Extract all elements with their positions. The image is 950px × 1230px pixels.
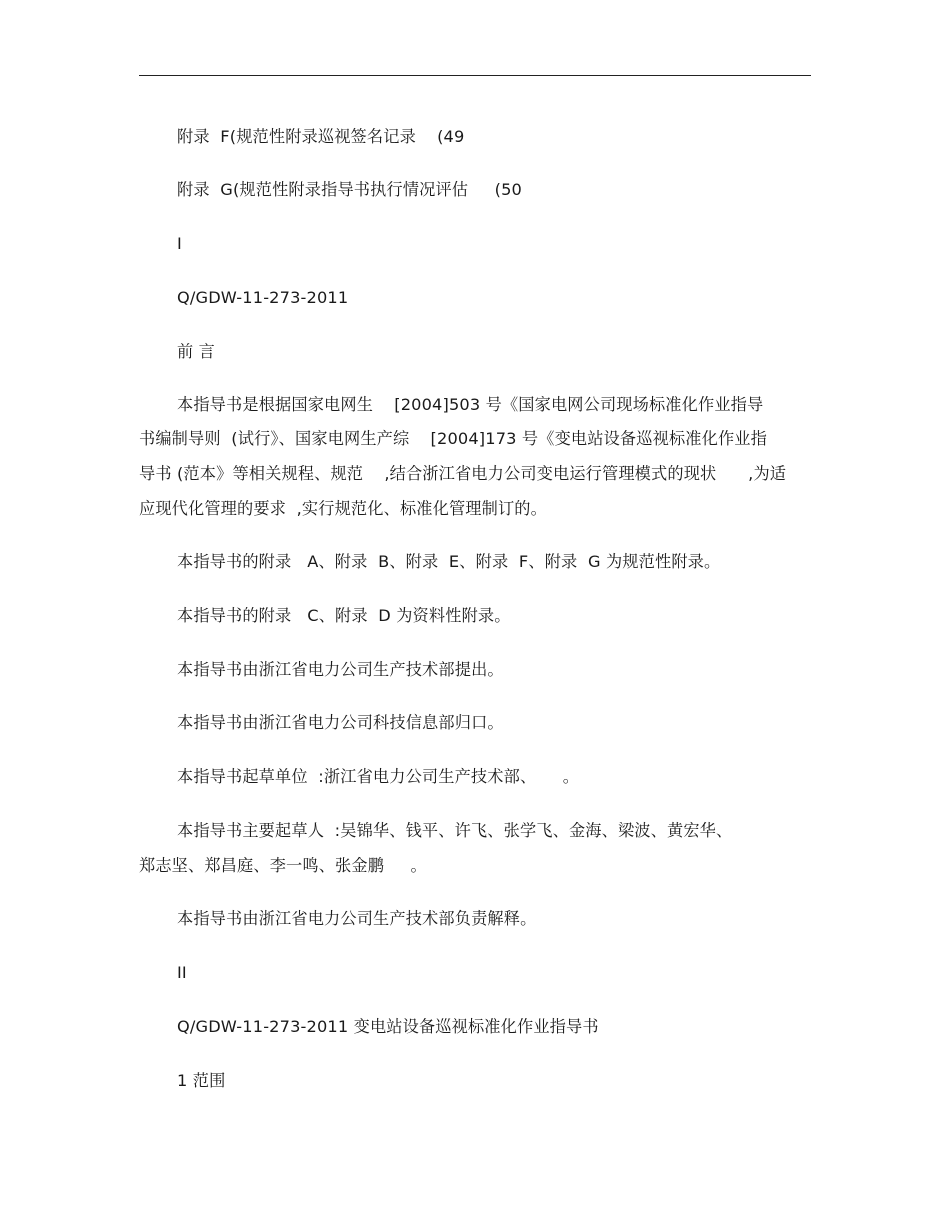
preface-heading: 前 言 (177, 342, 215, 361)
paragraph-basis-line-3: 导书 (范本》等相关规程、规范 ,结合浙江省电力公司变电运行管理模式的现状 ,为适 (139, 464, 787, 483)
toc-entry-appendix-g: 附录 G(规范性附录指导书执行情况评估 (50 (177, 180, 522, 199)
paragraph-drafters-line-1: 本指导书主要起草人 :吴锦华、钱平、许飞、张学飞、金海、梁波、黄宏华、 (177, 821, 733, 840)
page-number-roman-2: II (177, 963, 187, 982)
paragraph-interpretation: 本指导书由浙江省电力公司生产技术部负责解释。 (177, 909, 537, 928)
paragraph-basis-line-1: 本指导书是根据国家电网生 [2004]503 号《国家电网公司现场标准化作业指导 (177, 395, 764, 414)
paragraph-drafters-line-2: 郑志坚、郑昌庭、李一鸣、张金鹏 。 (139, 856, 427, 875)
paragraph-informative-appendices: 本指导书的附录 C、附录 D 为资料性附录。 (177, 606, 511, 625)
page-number-roman: I (177, 234, 182, 253)
paragraph-basis-line-2: 书编制导则 (试行》、国家电网生产综 [2004]173 号《变电站设备巡视标准化作业指 (139, 429, 767, 448)
section-heading-scope: 1 范围 (177, 1071, 226, 1090)
paragraph-drafting-unit: 本指导书起草单位 :浙江省电力公司生产技术部、 。 (177, 767, 580, 786)
paragraph-centralized-by: 本指导书由浙江省电力公司科技信息部归口。 (177, 713, 504, 732)
paragraph-proposed-by: 本指导书由浙江省电力公司生产技术部提出。 (177, 660, 504, 679)
header-rule (139, 75, 811, 76)
paragraph-normative-appendices: 本指导书的附录 A、附录 B、附录 E、附录 F、附录 G 为规范性附录。 (177, 552, 721, 571)
document-code: Q/GDW-11-273-2011 (177, 288, 349, 307)
toc-entry-appendix-f: 附录 F(规范性附录巡视签名记录 (49 (177, 127, 465, 146)
document-title: Q/GDW-11-273-2011 变电站设备巡视标准化作业指导书 (177, 1017, 599, 1036)
paragraph-basis-line-4: 应现代化管理的要求 ,实行规范化、标准化管理制订的。 (139, 499, 547, 518)
